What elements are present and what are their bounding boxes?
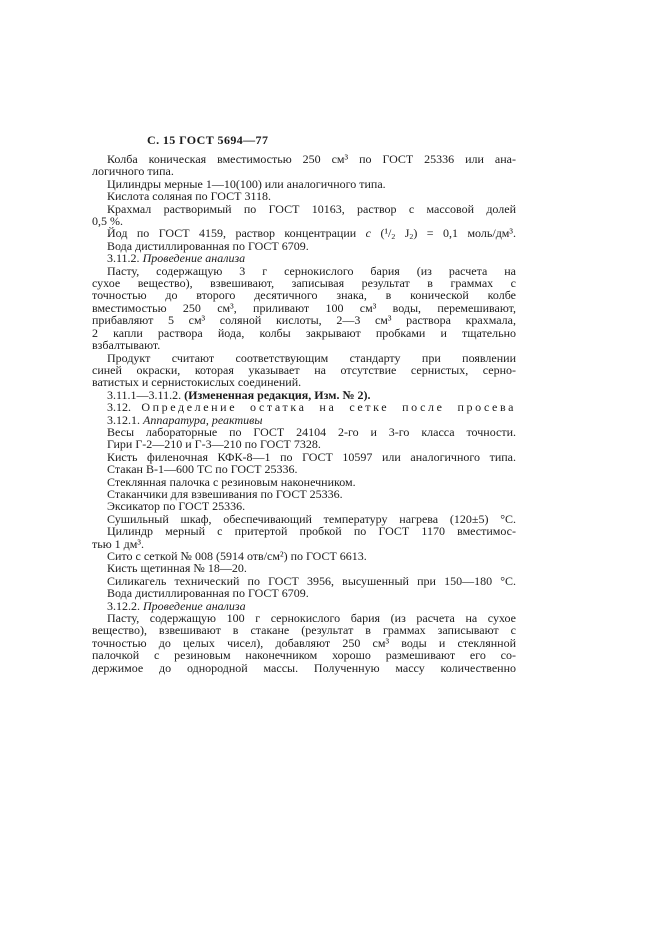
text-segment: Весы лабораторные по ГОСТ 24104 2-го и 3-го класса точности. [107,424,516,439]
text-segment: Вода дистиллированная по ГОСТ 6709. [107,238,309,253]
text-segment: Силикагель технический по ГОСТ 3956, высушенный при 150—180 °С. [107,573,516,588]
text-segment: Вода дистиллированная по ГОСТ 6709. [107,586,309,601]
document-body [92,153,516,674]
text-segment: точностью до второго десятичного знака, в конической колбе [92,288,516,303]
text-segment: точностью до целых чисел), добавляют 250 см³ воды и стеклянной [92,635,516,650]
text-segment: прибавляют 5 см³ соляной кислоты, 2—3 см³ раствора крахмала, [92,313,516,328]
text-segment: 3.11.2. [107,251,143,266]
text-segment: ) = 0,1 моль/дм³. [413,226,516,241]
text-segment: держимое до однородной массы. Полученную массу количественно [92,660,516,675]
text-segment: 3.11.1—3.11.2. [107,387,185,402]
text-segment: вещество), взвешивают в стакане (результат в граммах записывают с [92,623,516,638]
text-segment: синей окраски, которая указывает на отсутствие сернистых, серно- [92,362,516,377]
text-segment: Стакан В-1—600 ТС по ГОСТ 25336. [107,462,298,477]
text-segment: тью 1 дм³. [92,536,144,551]
text-segment: с [365,226,371,241]
text-segment: Пасту, содержащую 3 г сернокислого бария (из расчета на [107,263,516,278]
text-segment: ватистых и сернистокислых соединений. [92,375,302,390]
text-segment: Определение остатка на сетке после просева [141,400,516,415]
text-segment: 3.12. [107,400,142,415]
text-segment: Кислота соляная по ГОСТ 3118. [107,189,272,204]
text-segment: J [395,226,410,241]
text-segment: Цилиндр мерный с притертой пробкой по ГОСТ 1170 вместимос- [107,524,516,539]
text-segment: Кисть щетинная № 18—20. [107,561,247,576]
text-segment: (¹/ [370,226,392,241]
text-segment: 3.12.1. [107,412,143,427]
text-segment: логичного типа. [92,164,174,179]
text-segment: 3.12.2. [107,598,143,613]
text-segment: Проведение анализа [143,598,246,613]
text-segment: (Измененная редакция, Изм. № 2). [184,387,371,402]
text-segment: Йод по ГОСТ 4159, раствор концентрации [107,226,366,241]
text-segment: Сушильный шкаф, обеспечивающий температуру нагрева (120±5) °С. [107,511,516,526]
text-segment: сухое вещество), взвешивают, записывая результат в граммах с [92,276,516,291]
page-header: С. 15 ГОСТ 5694—77 [147,133,269,147]
text-segment: 0,5 %. [92,214,123,229]
text-segment: Продукт считают соответствующим стандарту при появлении [107,350,516,365]
text-segment: 2 [409,232,414,242]
text-segment: Стаканчики для взвешивания по ГОСТ 25336. [107,486,343,501]
text-segment: Стеклянная палочка с резиновым наконечником. [107,474,356,489]
text-segment: взбалтывают. [92,338,161,353]
text-segment: палочкой с резиновым наконечником хорошо размешивают его со- [92,648,516,663]
text-segment: вместимостью 250 см³, приливают 100 см³ воды, перемешивают, [92,300,516,315]
text-segment: Аппаратура, реактивы [143,412,263,427]
text-line [92,525,516,537]
text-segment: Сито с сеткой № 008 (5914 отв/см²) по ГОСТ 6613. [107,549,367,563]
text-segment: Гири Г-2—210 и Г-3—210 по ГОСТ 7328. [107,437,321,452]
text-segment: Эксикатор по ГОСТ 25336. [107,499,246,514]
text-line [92,203,516,215]
text-segment: 2 капли раствора йода, колбы закрывают пробками и тщательно [92,325,516,340]
text-segment: Кисть филеночная КФК-8—1 по ГОСТ 10597 или аналогичного типа. [107,449,516,464]
text-segment: Колба коническая вместимостью 250 см³ по ГОСТ 25336 или ана- [107,152,516,166]
text-segment: 2 [391,232,396,242]
text-segment: Проведение анализа [142,251,246,266]
text-segment: Пасту, содержащую 100 г сернокислого бария (из расчета на сухое [107,611,516,626]
text-line [92,662,516,674]
text-segment: Крахмал растворимый по ГОСТ 10163, раствор с массовой долей [107,201,516,216]
text-segment: Цилиндры мерные 1—10(100) или аналогичного типа. [107,176,386,191]
